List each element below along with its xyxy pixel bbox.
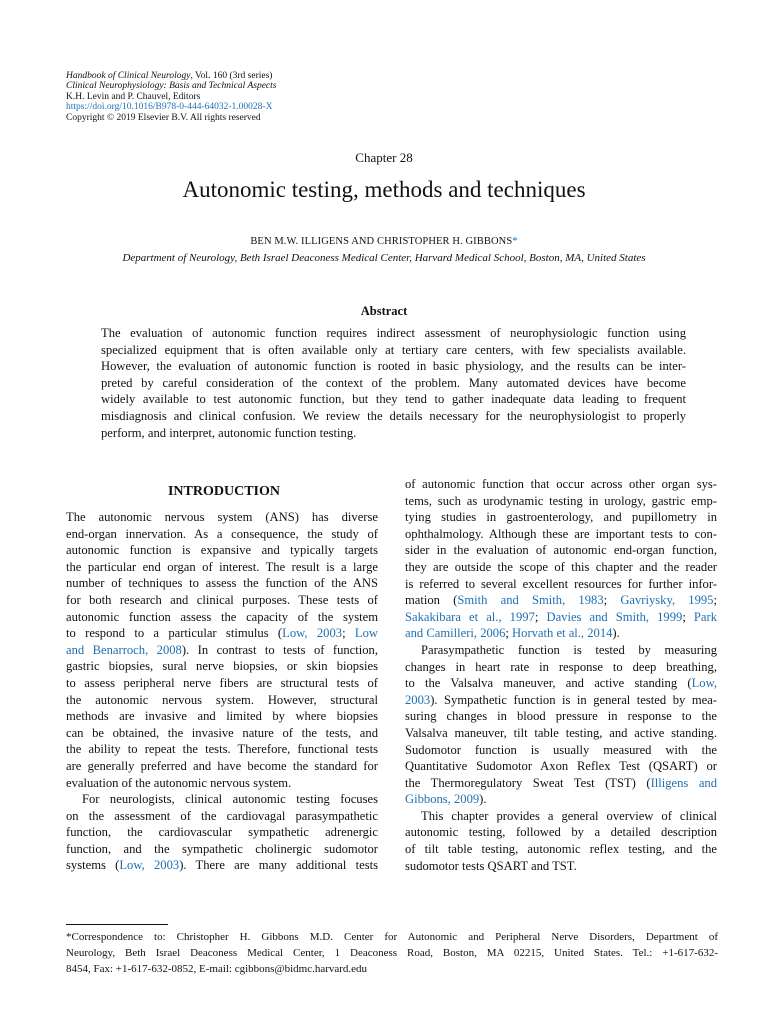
text-line: the autonomic nervous system. However, structural [66, 692, 378, 707]
footnote-line: *Correspondence to: Christopher H. Gibbons M.D. Center for Autonomic and Peripheral Nerve Disorders, Department of [66, 931, 718, 943]
chapter-title: Autonomic testing, methods and techniques [182, 177, 586, 202]
abstract-line: preted by careful consideration of the context of the problem. Many automated devices have become [101, 375, 686, 390]
citation-link[interactable]: Low, 2003 [282, 626, 343, 641]
text-line [405, 609, 717, 626]
text-line: tying studies in gastroenterology, and pupillometry in [405, 510, 717, 525]
text-line: suring changes in blood pressure in response to the [405, 709, 717, 724]
text-line: sudomotor tests QSART and TST. [405, 858, 577, 873]
text-line: is referred to several excellent resources for further infor- [405, 576, 717, 591]
text-line [405, 775, 717, 792]
text-line: sider in the evaluation of autonomic end-organ function, [405, 543, 717, 558]
right-column [405, 476, 717, 874]
text-line: are generally preferred and have become the standard for [66, 758, 378, 773]
correspondence-mark[interactable]: * [512, 236, 518, 247]
citation-link[interactable]: and Benarroch, 2008 [66, 642, 182, 657]
text-line [405, 675, 717, 692]
citation-separator: ; [534, 609, 547, 624]
text-line: function, and the sympathetic cholinergic sudomotor [66, 841, 378, 856]
text-line: of autonomic function that occur across other organ sys- [405, 477, 717, 491]
doi-link[interactable]: https://doi.org/10.1016/B978-0-444-64032-1.00028-X [66, 102, 273, 113]
abstract-line: widely available to test autonomic function, but they tend to gather inadequate data leading to frequent [101, 392, 686, 407]
text-line: ophthalmology. Although these are important tests to con- [405, 526, 717, 541]
text-line: For neurologists, clinical autonomic testing focuses [82, 792, 378, 807]
citation-link[interactable]: and Camilleri, 2006 [405, 626, 506, 641]
text-line: can be obtained, the invasive nature of the tests, and [66, 725, 378, 740]
citation-link[interactable]: Park [693, 609, 717, 624]
chapter-label: Chapter 28 [355, 150, 413, 165]
citation-link[interactable]: Low, 2003 [119, 858, 180, 873]
authors [0, 236, 768, 247]
citation-separator: ; [505, 626, 513, 641]
text-fragment: mation ( [405, 593, 458, 608]
text-line: Valsalva maneuver, tilt table testing, and active standing. [405, 725, 717, 740]
volume: , Vol. 160 (3rd series) [190, 71, 273, 81]
correspondence-footnote [66, 929, 718, 978]
text-line: autonomic function is expansive and typically targets [66, 543, 378, 558]
text-line: methods are invasive and limited by where biopsies [66, 709, 378, 724]
text-line [405, 692, 717, 709]
citation-link[interactable]: Smith and Smith, 1983 [457, 593, 604, 608]
text-line: they are outside the scope of this chapter and the reader [405, 559, 717, 574]
citation-link[interactable]: Davies and Smith, 1999 [546, 609, 683, 624]
author-names: BEN M.W. ILLIGENS AND CHRISTOPHER H. GIBBONS [250, 236, 513, 247]
citation-link[interactable]: 2003 [405, 692, 431, 707]
editors: K.H. Levin and P. Chauvel, Editors [66, 91, 201, 102]
text-fragment: the Thermoregulatory Sweat Test (TST) ( [405, 775, 651, 790]
citation-link[interactable]: Gavriysky, 1995 [620, 593, 714, 608]
text-line [66, 857, 378, 874]
text-line: The autonomic nervous system (ANS) has diverse [66, 510, 378, 524]
citation-link[interactable]: Horvath et al., 2014 [512, 626, 613, 641]
citation-separator: ; [342, 626, 355, 641]
text-line: evaluation of the autonomic nervous system. [66, 775, 292, 790]
text-fragment: ). There are many additional tests [179, 858, 378, 873]
text-line: gastric biopsies, sural nerve biopsies, or skin biopsies [66, 659, 378, 674]
text-line: for both research and clinical purposes. These tests of [66, 592, 378, 607]
text-fragment: to the Valsalva maneuver, and active standing ( [405, 676, 692, 691]
text-line: number of techniques to assess the function of the ANS [66, 576, 378, 591]
text-line: changes in heart rate in response to deep breathing, [405, 659, 717, 674]
text-line: of tilt table testing, autonomic reflex testing, and the [405, 842, 717, 857]
citation-link[interactable]: Illigens and [650, 775, 718, 790]
text-line: function, the cardiovascular sympathetic adrenergic [66, 825, 378, 840]
text-line: on the assessment of the cardiovagal parasympathetic [66, 808, 378, 823]
text-line: the particular end organ of interest. The result is a large [66, 559, 378, 574]
text-line: the ability to repeat the tests. Therefore, functional tests [66, 742, 378, 757]
citation-link[interactable]: Low [354, 626, 378, 641]
abstract-heading: Abstract [360, 304, 408, 318]
footnote-divider [66, 924, 168, 925]
text-line: to assess peripheral nerve fibers are structural tests of [66, 675, 378, 690]
citation-link[interactable]: Low, [691, 676, 717, 691]
abstract-line: perform, and interpret, autonomic function testing. [101, 425, 357, 440]
text-fragment: ). [612, 626, 620, 641]
footnote-line: 8454, Fax: +1-617-632-0852, E-mail: cgibbons@bidmc.harvard.edu [66, 963, 368, 976]
citation-separator: ; [603, 593, 621, 608]
text-line [405, 592, 717, 609]
journal-header [66, 71, 486, 123]
abstract-body [101, 325, 686, 441]
abstract-line: However, the evaluation of autonomic function is rooted in basic physiology, and the results can be inter- [101, 359, 686, 374]
text-line [66, 625, 378, 642]
affiliation: Department of Neurology, Beth Israel Deaconess Medical Center, Harvard Medical School, Boston, MA, United States [122, 252, 646, 264]
text-line: Quantitative Sudomotor Axon Reflex Test (QSART) or [405, 759, 717, 774]
text-line: autonomic function assess the capacity of the system [66, 609, 378, 624]
text-line: autonomic testing, followed by a detailed description [405, 825, 717, 840]
citation-link[interactable]: Gibbons, 2009 [405, 792, 480, 807]
text-line: tems, such as urodynamic testing in urology, gastric emp- [405, 493, 717, 508]
text-line: This chapter provides a general overview of clinical [421, 808, 717, 823]
left-column [66, 509, 378, 874]
text-line: Parasympathetic function is tested by measuring [421, 642, 717, 657]
text-fragment: systems ( [66, 858, 120, 873]
series-title: Clinical Neurophysiology: Basis and Technical Aspects [66, 81, 277, 92]
abstract-line: The evaluation of autonomic function requires indirect assessment of neurophysiologic function using [101, 326, 686, 340]
book-line [66, 71, 486, 81]
text-fragment: ). [479, 792, 487, 807]
text-line [66, 642, 378, 659]
citation-separator: ; [682, 609, 694, 624]
book-title: Handbook of Clinical Neurology [66, 71, 191, 81]
citation-separator: ; [713, 593, 717, 608]
citation-link[interactable]: Sakakibara et al., 1997 [405, 609, 535, 624]
text-line [405, 791, 717, 808]
text-fragment: ). In contrast to tests of function, [181, 642, 379, 657]
abstract-line: misdiagnosis and clinical confusion. We review the details necessary for the neurophysiologist to properly [101, 408, 686, 423]
abstract-line: specialized equipment that is often available only at tertiary care centers, with few specialists available. [101, 342, 686, 357]
text-line [405, 625, 717, 642]
text-fragment: ). Sympathetic function is in general tested by mea- [430, 692, 717, 707]
text-line: end-organ innervation. As a consequence, the study of [66, 526, 378, 541]
introduction-heading: INTRODUCTION [167, 484, 280, 499]
text-line: Sudomotor function is usually measured with the [405, 742, 717, 757]
copyright: Copyright © 2019 Elsevier B.V. All rights reserved [66, 112, 261, 123]
text-fragment: to respond to a particular stimulus ( [66, 626, 283, 641]
footnote-line: Neurology, Beth Israel Deaconess Medical Center, 1 Deaconess Road, Boston, MA 02215, United States. Tel.: +1-617-632- [66, 947, 718, 960]
